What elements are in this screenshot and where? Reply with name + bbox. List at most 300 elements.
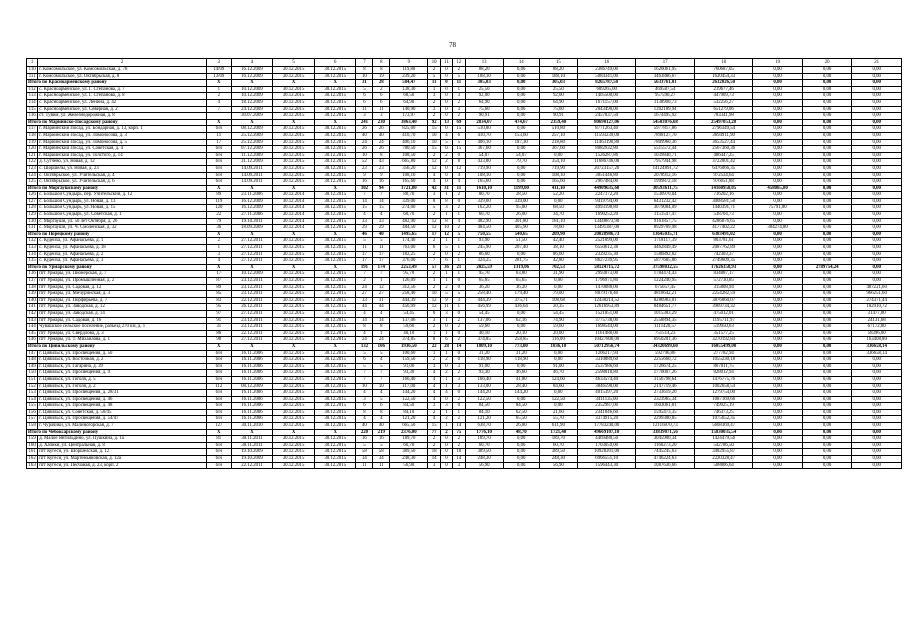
table-cell: X	[206, 264, 231, 271]
row-number: 114	[27, 99, 38, 106]
column-number: 5	[273, 59, 315, 67]
table-cell: 219677,46	[694, 86, 752, 93]
table-cell: 144,20	[390, 390, 428, 397]
column-number: 14	[503, 59, 539, 67]
table-cell: 0,00	[802, 442, 851, 449]
row-number: 131	[27, 225, 38, 232]
table-cell: 12	[428, 304, 440, 311]
table-cell: 1603061,81	[636, 403, 694, 410]
table-cell: 30.12.2015	[314, 258, 356, 265]
table-cell: 25.12.2009	[231, 132, 273, 139]
address-cell: с. Большой Сундырь, ул. Советская, д. 1	[38, 212, 207, 219]
table-cell: 0	[453, 284, 465, 291]
table-cell: б/н	[206, 159, 231, 166]
table-cell: 1	[440, 317, 452, 324]
table-cell: 2	[428, 212, 440, 219]
table-cell: 16.11.2006	[231, 416, 273, 423]
table-cell: 0,00	[539, 278, 577, 285]
table-cell: 1470088,00	[577, 284, 635, 291]
table-cell: 447909,73	[694, 93, 752, 100]
table-cell: 0,00	[852, 231, 902, 238]
table-cell: 1	[453, 304, 465, 311]
table-cell: 3863,40	[390, 119, 428, 126]
table-cell: 85	[206, 291, 231, 298]
table-cell: 719,90	[465, 165, 503, 172]
table-cell: 0,00	[539, 350, 577, 357]
table-cell: 0,00	[852, 165, 902, 172]
table-cell: 8	[373, 409, 390, 416]
table-cell: 2	[428, 442, 440, 449]
table-cell: 5	[373, 442, 390, 449]
address-cell: г. Мариинский Посад, ул. Толстого, д. 14	[38, 152, 207, 159]
table-cell: 354,10	[539, 159, 577, 166]
table-cell: 241	[356, 119, 373, 126]
table-cell: 0	[440, 126, 452, 133]
table-cell: 30.12.2015	[314, 271, 356, 278]
table-cell: 0,00	[852, 159, 902, 166]
table-cell: 4	[356, 416, 373, 423]
table-cell: 1526287,86	[577, 152, 635, 159]
table-cell: 374,85	[390, 337, 428, 344]
table-cell: 166,40	[465, 376, 503, 383]
row-number: 126	[27, 192, 38, 199]
table-row	[27, 238, 902, 245]
table-cell: б/н	[206, 390, 231, 397]
table-cell: 188,10	[465, 73, 503, 80]
table-cell: 4	[373, 212, 390, 219]
table-cell: 4177402,22	[694, 225, 752, 232]
address-cell: с. Большой Сундырь, пер. Учительский, д. 12	[38, 192, 207, 199]
table-cell: 7	[356, 370, 373, 377]
table-cell: 0,00	[802, 310, 851, 317]
table-cell: 1620454,33	[694, 73, 752, 80]
table-cell: 592796,86	[636, 350, 694, 357]
table-cell: 2	[453, 67, 465, 74]
table-cell: 77	[428, 429, 440, 436]
table-cell: 376,00	[390, 258, 428, 265]
table-cell: 30.12.2015	[314, 396, 356, 403]
table-cell: 1039840,71	[636, 152, 694, 159]
table-cell: б/н	[206, 363, 231, 370]
table-cell: б/н	[206, 152, 231, 159]
table-cell: 93,30	[390, 370, 428, 377]
column-number: 10	[428, 59, 440, 67]
table-cell: 375,71	[503, 297, 539, 304]
table-cell: 2299300,85	[636, 416, 694, 423]
district-total-row	[27, 119, 902, 126]
table-cell: 8	[373, 324, 390, 331]
address-cell: с. Красноармейское, ул. Г. Степанова, д. 8	[38, 93, 207, 100]
table-cell: 36	[440, 264, 452, 271]
table-cell: 79	[206, 218, 231, 225]
table-cell: 30.12.2015	[273, 304, 315, 311]
table-cell: 22.12.2011	[231, 330, 273, 337]
table-cell: 31	[356, 80, 373, 87]
table-cell: 4	[428, 370, 440, 377]
table-cell: 0,00	[802, 258, 851, 265]
table-cell: 0,00	[802, 317, 851, 324]
column-number: 21	[852, 59, 902, 67]
table-cell: 14	[453, 456, 465, 463]
table-cell: 0,00	[753, 409, 802, 416]
table-cell: 30.12.2015	[314, 390, 356, 397]
table-cell: 118,90	[465, 357, 503, 364]
table-cell: 0,00	[802, 86, 851, 93]
table-cell: 30.12.2015	[273, 278, 315, 285]
table-cell: 188,10	[539, 73, 577, 80]
table-cell: 23.12.2011	[231, 291, 273, 298]
table-cell: 30.12.2015	[314, 106, 356, 113]
table-cell: 165,60	[390, 179, 428, 186]
table-cell: 10	[356, 73, 373, 80]
table-cell: 124,60	[539, 376, 577, 383]
table-cell: 75	[453, 429, 465, 436]
table-cell: 12	[373, 284, 390, 291]
table-cell: 27.12.2011	[231, 337, 273, 344]
table-cell: б/н	[206, 179, 231, 186]
table-cell: 2	[206, 93, 231, 100]
table-cell: 4	[428, 179, 440, 186]
table-cell: 3045900,34	[636, 436, 694, 443]
table-cell: 0,00	[753, 284, 802, 291]
table-cell: б/н	[206, 449, 231, 456]
address-cell: пгт Урмары, ул. Свердлова, д. 3	[38, 330, 207, 337]
table-cell: 2386749,00	[577, 67, 635, 74]
table-cell: 3	[453, 383, 465, 390]
table-cell: 30.12.2015	[273, 165, 315, 172]
table-cell: 121,20	[390, 416, 428, 423]
table-cell: 16.12.2009	[231, 205, 273, 212]
table-cell: 64,90	[390, 99, 428, 106]
table-cell: 10	[428, 132, 440, 139]
table-cell: 9	[356, 172, 373, 179]
table-cell: 30.12.2015	[314, 304, 356, 311]
table-cell: 0,00	[802, 113, 851, 120]
table-cell: 0,00	[503, 172, 539, 179]
row-number: 120	[27, 146, 38, 153]
table-cell: 2632026,50	[694, 80, 752, 87]
table-cell: 26	[356, 126, 373, 133]
table-cell: б/н	[206, 442, 231, 449]
table-cell: 5084341,00	[577, 73, 635, 80]
table-cell: X	[206, 80, 231, 87]
table-cell: 27.11.2006	[231, 212, 273, 219]
row-number: 118	[27, 132, 38, 139]
table-cell: 0,00	[852, 106, 902, 113]
table-row	[27, 390, 902, 397]
table-cell: 187,30	[503, 139, 539, 146]
table-cell: 8082932,80	[577, 146, 635, 153]
table-cell: 0,00	[753, 179, 802, 186]
table-cell: 2	[440, 284, 452, 291]
table-cell: 40,10	[465, 330, 503, 337]
table-cell: 1	[440, 192, 452, 199]
table-cell: 2	[373, 86, 390, 93]
table-cell: 30.12.2015	[273, 423, 315, 430]
table-cell: 4	[356, 390, 373, 397]
table-cell: 1206217,94	[577, 350, 635, 357]
table-row	[27, 245, 902, 252]
table-cell: 2	[428, 238, 440, 245]
table-cell: 59,60	[465, 324, 503, 331]
table-cell: 12	[428, 297, 440, 304]
table-cell: 0,00	[503, 126, 539, 133]
table-cell: X	[206, 231, 231, 238]
table-cell: 0,00	[802, 245, 851, 252]
table-cell: 31	[206, 324, 231, 331]
table-cell: 17	[206, 271, 231, 278]
table-cell: 58	[356, 449, 373, 456]
table-cell: 0,00	[852, 396, 902, 403]
table-cell: 189,70	[390, 436, 428, 443]
table-cell: 0,00	[802, 152, 851, 159]
table-cell: 474,67	[503, 119, 539, 126]
table-cell: 30.12.2015	[314, 192, 356, 199]
table-cell: 0,00	[753, 304, 802, 311]
row-number: 156	[27, 409, 38, 416]
table-cell: X	[231, 264, 273, 271]
table-cell: 8079176,40	[577, 291, 635, 298]
table-cell: 258,85	[503, 337, 539, 344]
table-cell: 5877685,86	[636, 258, 694, 265]
table-cell: 8265787,50	[577, 80, 635, 87]
table-row	[27, 304, 902, 311]
table-cell: 957590,27	[636, 93, 694, 100]
table-cell: 1784474,43	[636, 271, 694, 278]
table-cell: 0,00	[753, 396, 802, 403]
table-cell: X	[231, 80, 273, 87]
table-cell: 8	[428, 198, 440, 205]
table-cell: 14	[373, 317, 390, 324]
table-cell: 750,55	[465, 231, 503, 238]
table-cell: 1	[440, 383, 452, 390]
table-cell: 0	[440, 67, 452, 74]
table-cell: 0,00	[852, 146, 902, 153]
table-cell: 37598032,55	[636, 264, 694, 271]
table-cell: 0,00	[802, 165, 851, 172]
table-cell: 116,00	[539, 337, 577, 344]
table-cell: 51,50	[503, 238, 539, 245]
table-cell: 0,00	[753, 317, 802, 324]
table-cell: 0,00	[802, 185, 851, 192]
table-cell: 55,70	[539, 416, 577, 423]
table-cell: 1055230,18	[694, 357, 752, 364]
table-cell: 122,50	[390, 396, 428, 403]
table-cell: 7	[356, 271, 373, 278]
table-cell: 30.12.2014	[273, 192, 315, 199]
table-cell: 42,80	[539, 258, 577, 265]
table-cell: 30.12.2015	[314, 297, 356, 304]
table-cell: 0,00	[852, 132, 902, 139]
table-row	[27, 337, 902, 344]
table-cell: 7445245,63	[636, 449, 694, 456]
table-cell: 665,50	[390, 423, 428, 430]
table-cell: 3	[428, 462, 440, 469]
table-cell: 3156798,64	[636, 376, 694, 383]
row-number: 162	[27, 456, 38, 463]
table-cell: 25,50	[539, 86, 577, 93]
table-cell: 2	[428, 152, 440, 159]
table-cell: 30.12.2015	[273, 93, 315, 100]
table-cell: 30.12.2015	[273, 363, 315, 370]
table-cell: 22	[428, 343, 440, 350]
row-number: 123	[27, 165, 38, 172]
table-cell: 30.12.2015	[273, 271, 315, 278]
table-cell: 30.12.2015	[314, 225, 356, 232]
table-cell: 803781,61	[694, 238, 752, 245]
column-number: 6	[314, 59, 356, 67]
table-cell: 30.12.2015	[314, 317, 356, 324]
table-cell: 30.12.2015	[314, 205, 356, 212]
table-cell: 8	[356, 324, 373, 331]
table-cell: б/н	[206, 416, 231, 423]
table-cell: 97	[206, 310, 231, 317]
table-cell: 20,00	[539, 330, 577, 337]
table-cell: 26,00	[503, 212, 539, 219]
table-cell: X	[314, 429, 356, 436]
table-cell: 108,10	[539, 172, 577, 179]
table-cell: 4469480,50	[577, 436, 635, 443]
table-cell: 2323965,34	[636, 396, 694, 403]
column-number: 8	[373, 59, 390, 67]
row-number: 158	[27, 423, 38, 430]
table-cell: 30.12.2015	[273, 172, 315, 179]
table-cell: X	[206, 429, 231, 436]
table-cell: 30.12.2015	[314, 291, 356, 298]
table-cell: 23.12.2011	[231, 284, 273, 291]
table-cell: 30.12.2015	[314, 132, 356, 139]
table-row	[27, 146, 902, 153]
table-cell: 4286876,65	[694, 218, 752, 225]
table-row	[27, 198, 902, 205]
table-cell: 0,00	[852, 73, 902, 80]
address-cell: пгт Кугеси, ул. Мартемьяновская, д. 12а	[38, 456, 207, 463]
table-cell: 2	[453, 113, 465, 120]
table-cell: 2	[206, 238, 231, 245]
table-cell: 0,00	[802, 278, 851, 285]
table-cell: 0,00	[852, 258, 902, 265]
table-cell: 4	[206, 258, 231, 265]
table-cell: 33	[373, 218, 390, 225]
table-cell: 3	[356, 113, 373, 120]
table-row	[27, 132, 902, 139]
table-cell: 532256,27	[694, 99, 752, 106]
table-cell: X	[231, 119, 273, 126]
table-cell: 0,00	[539, 152, 577, 159]
table-cell: 16.11.2006	[231, 390, 273, 397]
table-cell: 41,80	[503, 376, 539, 383]
table-cell: 0,00	[753, 416, 802, 423]
table-cell: 0,00	[753, 324, 802, 331]
table-cell: 29	[356, 225, 373, 232]
table-cell: 27.12.2011	[231, 238, 273, 245]
table-cell: 0,00	[753, 113, 802, 120]
table-cell: 3374915,20	[577, 416, 635, 423]
table-cell: 3	[453, 462, 465, 469]
address-cell: пгт Урмары, ул. Т. Михайлова, д. 1	[38, 337, 207, 344]
table-cell: 0,00	[802, 383, 851, 390]
table-cell: 0,00	[802, 225, 851, 232]
table-cell: 780,50	[390, 146, 428, 153]
table-cell: 84,10	[390, 409, 428, 416]
table-cell: 30.12.2015	[273, 238, 315, 245]
table-cell: 0,00	[802, 284, 851, 291]
table-cell: 5668369,47	[694, 423, 752, 430]
table-cell: 719,90	[539, 165, 577, 172]
total-label: Итого по Цивильскому району	[27, 343, 207, 350]
table-cell: 207,40	[503, 245, 539, 252]
table-cell: 2	[453, 416, 465, 423]
total-label: Итого по Красноармейскому району	[27, 80, 207, 87]
row-number: 146	[27, 337, 38, 344]
address-cell: с. Кудеиха, ул. Афанасьева, д. 1	[38, 238, 207, 245]
table-cell: 182910,72	[852, 304, 902, 311]
table-cell: 5	[440, 291, 452, 298]
table-cell: 30.12.2015	[314, 324, 356, 331]
table-cell: 482,90	[390, 218, 428, 225]
table-cell: 3	[356, 396, 373, 403]
table-cell: 30.12.2015	[273, 310, 315, 317]
row-number: 139	[27, 291, 38, 298]
table-cell: 508806,64	[694, 462, 752, 469]
table-cell: 24131,68	[852, 317, 902, 324]
table-cell: 80690127,06	[577, 119, 635, 126]
table-cell: 475012,01	[694, 310, 752, 317]
table-cell: 25.12.2009	[231, 139, 273, 146]
table-cell: 4	[453, 172, 465, 179]
table-cell: 3	[453, 106, 465, 113]
table-cell: 4	[428, 376, 440, 383]
table-cell: 1151547,47	[636, 212, 694, 219]
table-cell: 0,00	[503, 86, 539, 93]
table-cell: 0,00	[802, 179, 851, 186]
address-cell: пгт Кугеси, ул. Шоршелская, д. 12	[38, 449, 207, 456]
table-cell: 0,00	[802, 205, 851, 212]
table-cell: 5	[356, 350, 373, 357]
column-number: 19	[753, 59, 802, 67]
address-cell: с. Большой Сундырь, ул. Новая, д. 13	[38, 198, 207, 205]
row-number: 143	[27, 317, 38, 324]
table-cell: 3	[428, 93, 440, 100]
table-cell: 30.11.2011	[231, 436, 273, 443]
address-cell: с. Шоршелы, ул. Новая, д. 23	[38, 165, 207, 172]
table-cell: 0,00	[753, 436, 802, 443]
table-row	[27, 317, 902, 324]
table-cell: 1	[453, 212, 465, 219]
table-cell: 482,90	[465, 218, 503, 225]
table-cell: 30.12.2015	[314, 152, 356, 159]
table-cell: 0,00	[802, 106, 851, 113]
table-cell: 30593611,75	[636, 185, 694, 192]
address-cell: г. Цивильск, ул. Гагарина, д. 39	[38, 363, 207, 370]
table-cell: 2	[453, 370, 465, 377]
table-cell: 24	[373, 337, 390, 344]
table-cell: 0,00	[852, 416, 902, 423]
table-cell: 1319,06	[503, 264, 539, 271]
table-cell: 58	[373, 449, 390, 456]
table-cell: 4	[428, 172, 440, 179]
table-cell: 0,00	[802, 363, 851, 370]
table-cell: 1	[453, 258, 465, 265]
table-cell: 1610,10	[465, 185, 503, 192]
table-cell: 5	[453, 231, 465, 238]
table-cell: 976651,88	[694, 179, 752, 186]
table-cell: 0,00	[753, 337, 802, 344]
table-cell: 9161857,75	[636, 218, 694, 225]
table-cell: 3694911,90	[694, 132, 752, 139]
table-cell: 305,03	[539, 80, 577, 87]
table-cell: 10	[356, 383, 373, 390]
